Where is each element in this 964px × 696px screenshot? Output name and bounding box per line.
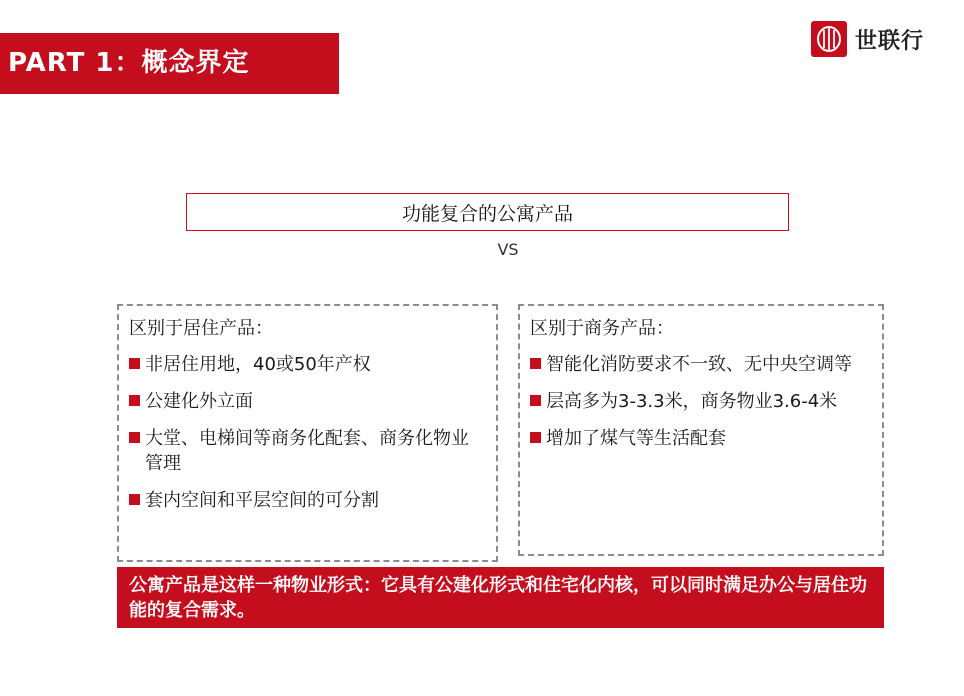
square-bullet-icon: [129, 494, 140, 505]
commercial-comparison-panel: [518, 304, 884, 556]
commercial-heading: 区别于商务产品：: [530, 318, 674, 339]
company-logo: [811, 20, 924, 58]
list-item: [530, 352, 872, 377]
square-bullet-icon: [530, 395, 541, 406]
part-title-banner: [0, 33, 339, 94]
residential-heading: 区别于居住产品：: [129, 318, 273, 339]
square-bullet-icon: [129, 358, 140, 369]
list-item-text: 层高多为3-3.3米，商务物业3.6-4米: [546, 391, 838, 412]
list-item-text: 公建化外立面: [145, 391, 253, 412]
list-item: [129, 352, 486, 377]
list-item-text: 大堂、电梯间等商务化配套、商务化物业管理: [145, 428, 469, 474]
shilian-logo-icon: [811, 21, 847, 57]
part-title: PART 1：概念界定: [8, 48, 250, 78]
residential-comparison-panel: [117, 304, 498, 562]
square-bullet-icon: [530, 432, 541, 443]
list-item: [530, 389, 872, 414]
list-item: [129, 426, 486, 476]
square-bullet-icon: [129, 432, 140, 443]
square-bullet-icon: [129, 395, 140, 406]
list-item-text: 增加了煤气等生活配套: [546, 428, 726, 449]
list-item-text: 套内空间和平层空间的可分割: [145, 490, 379, 511]
list-item-text: 非居住用地，40或50年产权: [145, 354, 371, 375]
logo-text: 世联行: [855, 28, 925, 54]
vs-label: VS: [497, 240, 519, 259]
square-bullet-icon: [530, 358, 541, 369]
list-item: [530, 426, 872, 451]
concept-title: 功能复合的公寓产品: [401, 202, 573, 225]
concept-title-box: [186, 193, 789, 231]
summary-text: 公寓产品是这样一种物业形式：它具有公建化形式和住宅化内核，可以同时满足办公与居住功能的复合需求。: [129, 575, 867, 621]
summary-banner: [117, 567, 884, 628]
list-item-text: 智能化消防要求不一致、无中央空调等: [546, 354, 852, 375]
list-item: [129, 389, 486, 414]
list-item: [129, 488, 486, 513]
